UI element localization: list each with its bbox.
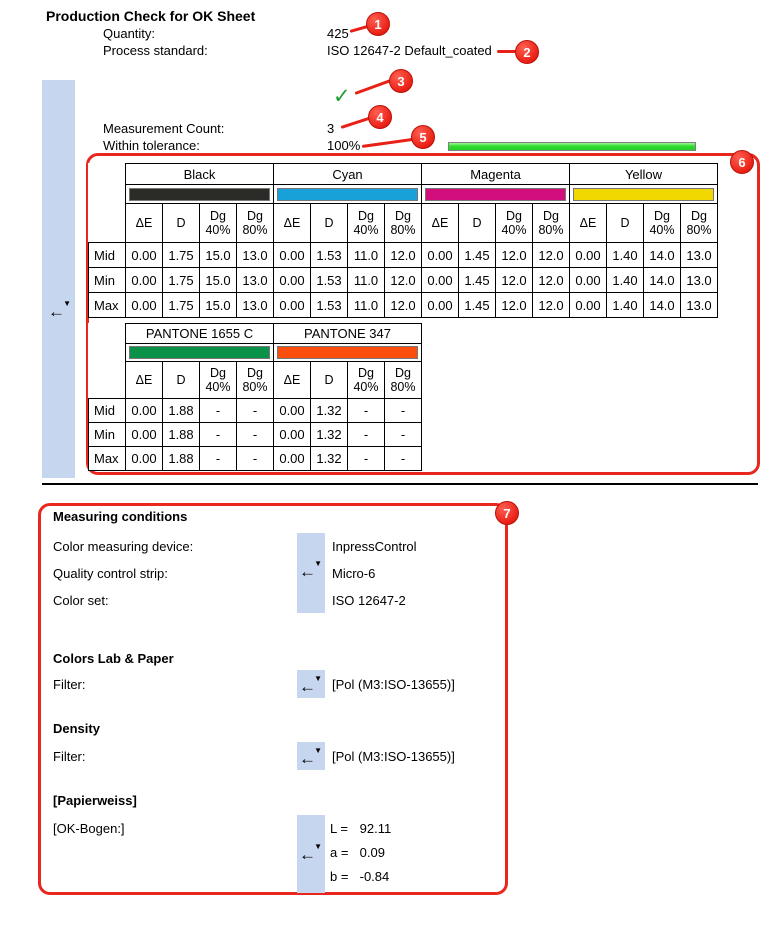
table-cell: 12.0 <box>496 268 533 293</box>
table-cell: 1.75 <box>163 268 200 293</box>
lab-value-a <box>330 845 385 860</box>
measure-direction-icon <box>299 842 323 865</box>
table-cell: 1.75 <box>163 293 200 318</box>
table-cell: 0.00 <box>422 268 459 293</box>
control-strip-label: Quality control strip: <box>53 566 168 581</box>
lab-val-a: 0.09 <box>359 845 385 860</box>
control-strip-value: Micro-6 <box>332 566 376 581</box>
table-cell: 1.88 <box>163 447 200 471</box>
pantone-measurement-table <box>88 323 422 471</box>
down-triangle-icon: ▼ <box>314 674 322 683</box>
ink-color-swatch <box>573 188 714 201</box>
table-cell: 14.0 <box>644 293 681 318</box>
table-cell: 15.0 <box>200 243 237 268</box>
ink-group-name: Magenta <box>422 164 570 185</box>
ink-swatch-cell <box>126 185 274 204</box>
table-cell: - <box>348 399 385 423</box>
conditions-title: Measuring conditions <box>53 509 188 524</box>
ink-swatch-cell <box>274 344 422 362</box>
spacer-cell <box>89 324 126 344</box>
column-header: ΔE <box>274 204 311 243</box>
measure-direction-icon <box>299 674 323 697</box>
table-cell: 12.0 <box>533 243 570 268</box>
paper-white-label: [OK-Bogen:] <box>53 821 125 836</box>
callout-badge-6: 6 <box>730 150 754 174</box>
table-cell: 0.00 <box>274 447 311 471</box>
table-cell: - <box>200 399 237 423</box>
device-value: InpressControl <box>332 539 417 554</box>
ink-swatch-cell <box>126 344 274 362</box>
table-cell: 1.88 <box>163 423 200 447</box>
table-cell: 14.0 <box>644 268 681 293</box>
left-arrow-icon: ← <box>299 845 316 864</box>
column-header: Dg 80% <box>681 204 718 243</box>
row-label: Mid <box>89 243 126 268</box>
table-cell: 0.00 <box>126 293 163 318</box>
table-cell: 1.32 <box>311 399 348 423</box>
device-label: Color measuring device: <box>53 539 194 554</box>
row-label: Min <box>89 268 126 293</box>
table-cell: 12.0 <box>533 293 570 318</box>
table-cell: 1.88 <box>163 399 200 423</box>
callout-badge-4: 4 <box>368 105 392 129</box>
table-cell: 0.00 <box>570 268 607 293</box>
down-triangle-icon: ▼ <box>314 559 322 568</box>
column-header: D <box>607 204 644 243</box>
callout-badge-2: 2 <box>515 40 539 64</box>
table-cell: 12.0 <box>385 243 422 268</box>
callout-line-3 <box>354 78 393 94</box>
process-standard-value: ISO 12647-2 Default_coated <box>327 43 492 58</box>
table-cell: - <box>200 423 237 447</box>
measurement-count-label: Measurement Count: <box>103 121 225 136</box>
tolerance-bar-fill <box>448 142 696 151</box>
column-header: ΔE <box>274 362 311 399</box>
ink-group-name: Black <box>126 164 274 185</box>
column-header: D <box>163 204 200 243</box>
density-filter-value: [Pol (M3:ISO-13655)] <box>332 749 455 764</box>
callout-badge-1: 1 <box>366 12 390 36</box>
column-header: D <box>311 362 348 399</box>
ok-check-icon: ✓ <box>333 85 351 108</box>
column-header: Dg 40% <box>348 204 385 243</box>
column-header: D <box>163 362 200 399</box>
table-cell: - <box>385 423 422 447</box>
down-triangle-icon: ▼ <box>63 299 71 308</box>
row-label: Max <box>89 447 126 471</box>
paper-white-title: [Papierweiss] <box>53 793 137 808</box>
table-cell: 0.00 <box>274 423 311 447</box>
measure-direction-icon <box>299 559 323 582</box>
table-cell: 12.0 <box>385 268 422 293</box>
color-set-label: Color set: <box>53 593 109 608</box>
callout-line-5 <box>362 138 414 148</box>
process-standard-label: Process standard: <box>103 43 208 58</box>
callout-badge-7: 7 <box>495 501 519 525</box>
down-triangle-icon: ▼ <box>314 746 322 755</box>
measure-direction-icon <box>48 299 72 322</box>
table-cell: 0.00 <box>126 268 163 293</box>
spacer-cell <box>89 204 126 243</box>
within-tolerance-value: 100% <box>327 138 361 153</box>
lab-paper-filter-label: Filter: <box>53 677 86 692</box>
quantity-label: Quantity: <box>103 26 156 41</box>
measure-strip-panel <box>42 80 75 478</box>
color-set-value: ISO 12647-2 <box>332 593 406 608</box>
table-cell: - <box>385 399 422 423</box>
down-triangle-icon: ▼ <box>314 842 322 851</box>
column-header: Dg 40% <box>348 362 385 399</box>
left-arrow-icon: ← <box>48 302 65 321</box>
ink-measurement-table <box>88 163 718 318</box>
column-header: Dg 80% <box>237 362 274 399</box>
density-filter-label: Filter: <box>53 749 86 764</box>
left-arrow-icon: ← <box>299 562 316 581</box>
table-cell: 1.53 <box>311 243 348 268</box>
table-cell: 1.53 <box>311 268 348 293</box>
column-header: Dg 80% <box>533 204 570 243</box>
table-cell: 13.0 <box>237 293 274 318</box>
table-cell: 11.0 <box>348 268 385 293</box>
callout-badge-5: 5 <box>411 125 435 149</box>
callout-badge-3: 3 <box>389 69 413 93</box>
lab-val-l: 92.11 <box>359 821 392 836</box>
lab-key-a: a = <box>330 845 349 860</box>
lab-val-b: -0.84 <box>359 869 390 884</box>
ink-group-name: PANTONE 1655 C <box>126 324 274 344</box>
column-header: ΔE <box>570 204 607 243</box>
column-header: Dg 40% <box>200 204 237 243</box>
table-cell: - <box>237 399 274 423</box>
column-header: ΔE <box>422 204 459 243</box>
left-arrow-icon: ← <box>299 677 316 696</box>
table-cell: - <box>385 447 422 471</box>
table-cell: 14.0 <box>644 243 681 268</box>
table-cell: 1.40 <box>607 268 644 293</box>
table-cell: 12.0 <box>385 293 422 318</box>
ink-swatch-cell <box>274 185 422 204</box>
ink-swatch-cell <box>422 185 570 204</box>
lab-key-b: b = <box>330 869 349 884</box>
spacer-cell <box>89 362 126 399</box>
ink-group-name: Yellow <box>570 164 718 185</box>
column-header: Dg 80% <box>385 362 422 399</box>
table-cell: 1.32 <box>311 423 348 447</box>
table-cell: 13.0 <box>237 268 274 293</box>
table-cell: 0.00 <box>274 293 311 318</box>
page-title: Production Check for OK Sheet <box>46 8 256 24</box>
table-cell: 13.0 <box>681 243 718 268</box>
table-cell: 1.75 <box>163 243 200 268</box>
lab-paper-filter-value: [Pol (M3:ISO-13655)] <box>332 677 455 692</box>
table-cell: 11.0 <box>348 293 385 318</box>
column-header: D <box>459 204 496 243</box>
lab-value-b <box>330 869 389 884</box>
ink-color-swatch <box>425 188 566 201</box>
table-cell: 0.00 <box>570 243 607 268</box>
table-cell: 12.0 <box>496 243 533 268</box>
table-cell: 1.45 <box>459 293 496 318</box>
lab-key-l: L = <box>330 821 348 836</box>
column-header: Dg 80% <box>385 204 422 243</box>
table-cell: 11.0 <box>348 243 385 268</box>
spacer-cell <box>89 344 126 362</box>
table-cell: 0.00 <box>422 243 459 268</box>
table-cell: 13.0 <box>237 243 274 268</box>
column-header: Dg 40% <box>496 204 533 243</box>
table-cell: - <box>237 447 274 471</box>
table-cell: 0.00 <box>422 293 459 318</box>
row-label: Min <box>89 423 126 447</box>
table-cell: 0.00 <box>274 243 311 268</box>
ink-group-name: Cyan <box>274 164 422 185</box>
lab-value-l <box>330 821 391 836</box>
table-cell: - <box>348 423 385 447</box>
column-header: ΔE <box>126 204 163 243</box>
ink-color-swatch <box>129 346 270 359</box>
table-cell: 1.40 <box>607 243 644 268</box>
column-header: Dg 40% <box>200 362 237 399</box>
table-cell: 1.45 <box>459 268 496 293</box>
callout-box-conditions <box>38 503 508 895</box>
table-cell: 13.0 <box>681 293 718 318</box>
table-cell: 15.0 <box>200 293 237 318</box>
ink-swatch-cell <box>570 185 718 204</box>
table-cell: 15.0 <box>200 268 237 293</box>
row-label: Max <box>89 293 126 318</box>
table-cell: 0.00 <box>126 243 163 268</box>
spacer-cell <box>89 164 126 185</box>
table-cell: 0.00 <box>274 399 311 423</box>
left-arrow-icon: ← <box>299 749 316 768</box>
table-cell: 1.40 <box>607 293 644 318</box>
table-cell: 12.0 <box>533 268 570 293</box>
quantity-value: 425 <box>327 26 349 41</box>
table-cell: - <box>348 447 385 471</box>
measurement-count-value: 3 <box>327 121 335 136</box>
section-divider <box>42 483 758 485</box>
column-header: Dg 40% <box>644 204 681 243</box>
measure-direction-icon <box>299 746 323 769</box>
table-cell: 1.53 <box>311 293 348 318</box>
ink-color-swatch <box>277 188 418 201</box>
ink-group-name: PANTONE 347 <box>274 324 422 344</box>
table-cell: 0.00 <box>570 293 607 318</box>
table-cell: 0.00 <box>274 268 311 293</box>
within-tolerance-label: Within tolerance: <box>103 138 200 153</box>
column-header: D <box>311 204 348 243</box>
table-cell: 12.0 <box>496 293 533 318</box>
table-cell: 1.45 <box>459 243 496 268</box>
table-cell: 0.00 <box>126 399 163 423</box>
table-cell: 0.00 <box>126 447 163 471</box>
table-cell: - <box>237 423 274 447</box>
ink-color-swatch <box>277 346 418 359</box>
table-cell: - <box>200 447 237 471</box>
row-label: Mid <box>89 399 126 423</box>
table-cell: 13.0 <box>681 268 718 293</box>
column-header: ΔE <box>126 362 163 399</box>
ink-color-swatch <box>129 188 270 201</box>
table-cell: 0.00 <box>126 423 163 447</box>
density-title: Density <box>53 721 100 736</box>
lab-paper-title: Colors Lab & Paper <box>53 651 174 666</box>
table-cell: 1.32 <box>311 447 348 471</box>
spacer-cell <box>89 185 126 204</box>
column-header: Dg 80% <box>237 204 274 243</box>
